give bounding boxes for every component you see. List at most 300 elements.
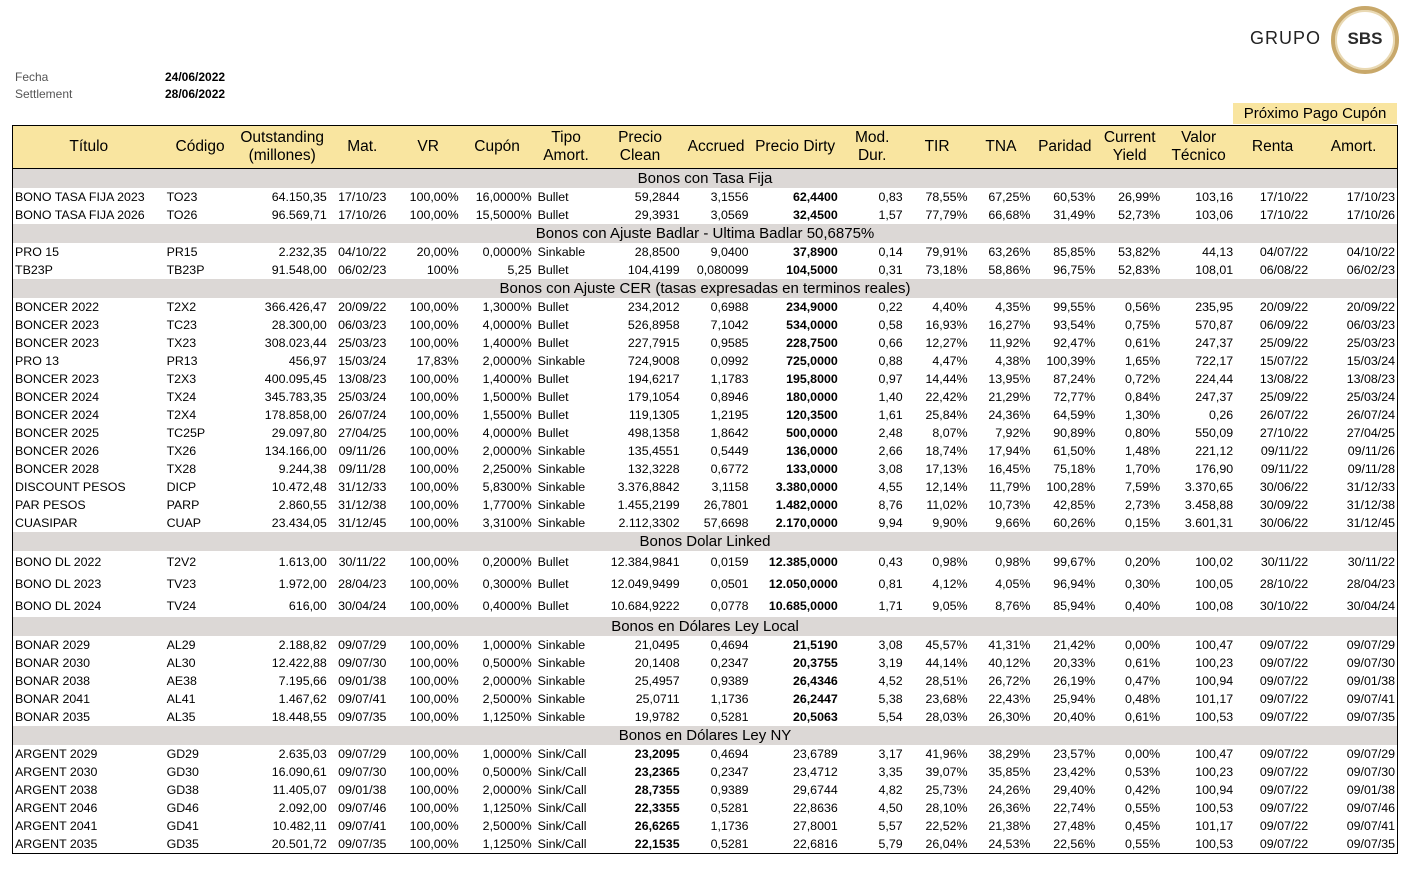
cell-accrued: 26,7801: [703, 498, 749, 512]
table-row: [13, 496, 1398, 514]
cell-codigo: TV24: [166, 599, 197, 613]
cell-tipo-amort: Bullet: [537, 318, 569, 332]
cell-cupon: 1,0000%: [482, 638, 532, 652]
cell-vr: 100,00%: [409, 577, 459, 591]
cell-tna: 67,25%: [988, 190, 1031, 204]
cell-cupon: 0,2000%: [482, 555, 532, 569]
cell-titulo: ARGENT 2038: [15, 783, 98, 797]
cell-paridad: 20,33%: [1053, 656, 1096, 670]
cell-precio-clean: 59,2844: [634, 190, 680, 204]
cell-codigo: TV23: [166, 577, 197, 591]
cell-tna: 24,53%: [970, 835, 1033, 854]
cell-cupon: 3,3100%: [482, 516, 532, 530]
cell-paridad: 96,94%: [1053, 577, 1096, 591]
cell-mat: 31/12/45: [338, 516, 387, 530]
cell-paridad: 20,40%: [1053, 710, 1096, 724]
cell-current-yield: 1,48%: [1124, 444, 1161, 458]
cell-cupon: 16,0000%: [475, 190, 532, 204]
cell-vr: 100,00%: [396, 835, 461, 854]
cell-accrued: 0,5281: [710, 710, 749, 724]
cell-current-yield: 0,40%: [1124, 599, 1161, 613]
cell-precio-clean: 26,6265: [634, 819, 680, 833]
cell-tna: 4,05%: [995, 577, 1031, 591]
cell-tipo-amort: Sinkable: [537, 692, 586, 706]
cell-tna: 66,68%: [988, 208, 1031, 222]
cell-codigo: T2V2: [166, 555, 197, 569]
cell-tipo-amort: Bullet: [537, 190, 569, 204]
cell-codigo: TX26: [166, 444, 197, 458]
cell-outstanding: 11.405,07: [272, 783, 327, 797]
cell-tir: 8,07%: [932, 426, 968, 440]
header-renta: Renta: [1235, 126, 1310, 169]
cell-mod-dur: 1,40: [878, 390, 903, 404]
cell-mat: 09/11/26: [338, 444, 386, 458]
cell-accrued: 0,2347: [710, 656, 749, 670]
cell-precio-dirty: 10.685,0000: [768, 599, 838, 613]
cell-precio-clean: 104,4199: [627, 263, 680, 277]
cell-cupon: 1,1250%: [461, 835, 534, 854]
cell-mod-dur: 4,82: [878, 783, 903, 797]
cell-amort: 09/01/38: [1346, 783, 1395, 797]
cell-cupon: 2,2500%: [482, 462, 532, 476]
cell-cupon: 4,0000%: [482, 426, 532, 440]
cell-amort: 25/03/24: [1346, 390, 1395, 404]
cell-vr: 100%: [426, 263, 459, 277]
cell-tna: 24,36%: [988, 408, 1031, 422]
cell-paridad: 29,40%: [1053, 783, 1096, 797]
cell-mat: 26/07/24: [338, 408, 387, 422]
logo-circle: [1331, 6, 1399, 74]
cell-paridad: 21,42%: [1053, 638, 1096, 652]
cell-valor-tecnico: 235,95: [1195, 300, 1234, 314]
cell-mod-dur: 0,97: [878, 372, 903, 386]
cell-valor-tecnico: 44,13: [1202, 245, 1234, 259]
cell-mod-dur: 3,35: [878, 765, 903, 779]
cell-tir: 25,73%: [925, 783, 968, 797]
cell-precio-dirty: 725,0000: [786, 354, 838, 368]
cell-paridad: 27,48%: [1053, 819, 1096, 833]
cell-paridad: 26,19%: [1053, 674, 1096, 688]
cell-paridad: 93,54%: [1053, 318, 1096, 332]
cell-vr: 100,00%: [409, 783, 459, 797]
cell-accrued: 1,2195: [710, 408, 749, 422]
cell-tipo-amort: Sinkable: [537, 444, 586, 458]
cell-current-yield: 0,20%: [1124, 555, 1161, 569]
cell-amort: 13/08/23: [1346, 372, 1395, 386]
cell-precio-dirty: 120,3500: [786, 408, 838, 422]
cell-renta: 30/06/22: [1259, 480, 1309, 494]
table-row: [13, 370, 1398, 388]
cell-mat: 28/04/23: [338, 577, 387, 591]
cell-mat: 09/07/41: [338, 692, 387, 706]
header-tir: TIR: [905, 126, 970, 169]
cell-amort: 30/04/24: [1346, 599, 1395, 613]
cell-amort: 25/03/23: [1346, 336, 1395, 350]
cell-outstanding: 28.300,00: [271, 318, 327, 332]
cell-tipo-amort: Sink/Call: [537, 819, 587, 833]
cell-titulo: BONO TASA FIJA 2026: [15, 208, 145, 222]
cell-amort: 17/10/26: [1346, 208, 1395, 222]
header-mod-dur: Mod. Dur.: [840, 126, 905, 169]
cell-titulo: BONCER 2022: [15, 300, 100, 314]
cell-tipo-amort: Bullet: [537, 599, 569, 613]
cell-codigo: TX23: [166, 336, 197, 350]
cell-tipo-amort: Sinkable: [537, 354, 586, 368]
cell-current-yield: 0,00%: [1124, 638, 1161, 652]
cell-cupon: 4,0000%: [482, 318, 532, 332]
cell-tna: 21,38%: [988, 819, 1031, 833]
table-row: [13, 817, 1398, 835]
cell-precio-clean: 21,0495: [634, 638, 680, 652]
cell-precio-clean: 25,4957: [634, 674, 680, 688]
cell-renta: 09/07/22: [1259, 692, 1309, 706]
section-header-row: [13, 169, 1398, 189]
cell-paridad: 85,94%: [1053, 599, 1096, 613]
cell-precio-clean: 20,1408: [634, 656, 680, 670]
cell-valor-tecnico: 3.458,88: [1184, 498, 1234, 512]
cell-tna: 22,43%: [988, 692, 1031, 706]
cell-paridad: 61,50%: [1053, 444, 1096, 458]
cell-cupon: 0,4000%: [482, 599, 532, 613]
cell-amort: 27/04/25: [1346, 426, 1395, 440]
cell-mod-dur: 1,71: [878, 599, 903, 613]
cell-tir: 44,14%: [925, 656, 968, 670]
header-valor-tecnico: Valor Técnico: [1162, 126, 1235, 169]
cell-codigo: DICP: [166, 480, 197, 494]
cell-tipo-amort: Bullet: [537, 372, 569, 386]
cell-precio-dirty: 23,4712: [792, 765, 838, 779]
cell-titulo: TB23P: [15, 263, 53, 277]
cell-titulo: BONCER 2023: [15, 336, 100, 350]
cell-tna: 16,45%: [988, 462, 1031, 476]
cell-mod-dur: 2,48: [878, 426, 903, 440]
cell-current-yield: 0,80%: [1124, 426, 1161, 440]
cell-codigo: GD29: [166, 747, 199, 761]
cell-tna: 41,31%: [988, 638, 1031, 652]
cell-tna: 63,26%: [988, 245, 1031, 259]
cell-paridad: 42,85%: [1053, 498, 1096, 512]
cell-cupon: 0,5000%: [482, 656, 532, 670]
table-row: [13, 763, 1398, 781]
cell-paridad: 23,57%: [1053, 747, 1096, 761]
cell-precio-dirty: 62,4400: [792, 190, 838, 204]
cell-accrued: 0,9389: [710, 674, 749, 688]
cell-titulo: PRO 13: [15, 354, 60, 368]
cell-renta: 09/07/22: [1259, 656, 1309, 670]
cell-vr: 100,00%: [409, 765, 459, 779]
table-row: [13, 442, 1398, 460]
cell-precio-dirty: 21,5190: [792, 638, 838, 652]
cell-precio-dirty: 3.380,0000: [775, 480, 838, 494]
cell-titulo: ARGENT 2035: [13, 835, 165, 854]
cell-renta: 09/07/22: [1259, 801, 1309, 815]
cell-renta: 09/07/22: [1259, 638, 1309, 652]
section-title: Bonos con Tasa Fija: [13, 169, 1398, 189]
cell-mod-dur: 3,08: [878, 462, 903, 476]
header-cupon: Cupón: [461, 126, 534, 169]
cell-amort: 31/12/33: [1346, 480, 1395, 494]
cell-accrued: 0,5449: [710, 444, 749, 458]
cell-amort: 17/10/23: [1346, 190, 1395, 204]
section-header-row: [13, 617, 1398, 636]
cell-codigo: GD38: [166, 783, 199, 797]
cell-renta: 09/07/22: [1259, 783, 1309, 797]
table-row: [13, 243, 1398, 261]
cell-titulo: PAR PESOS: [15, 498, 86, 512]
cell-outstanding: 1.972,00: [278, 577, 327, 591]
cell-valor-tecnico: 100,53: [1195, 710, 1234, 724]
cell-tipo-amort: Sinkable: [537, 498, 586, 512]
cell-outstanding: 16.090,61: [271, 765, 327, 779]
cell-tna: 17,94%: [988, 444, 1031, 458]
cell-cupon: 2,0000%: [482, 783, 532, 797]
cell-outstanding: 23.434,05: [271, 516, 327, 530]
cell-codigo: AL35: [166, 710, 196, 724]
cell-tna: 40,12%: [988, 656, 1031, 670]
cell-titulo: BONCER 2028: [15, 462, 100, 476]
cell-valor-tecnico: 0,26: [1208, 408, 1234, 422]
cell-outstanding: 345.783,35: [264, 390, 327, 404]
cell-current-yield: 1,70%: [1124, 462, 1161, 476]
cell-accrued: 0,8946: [710, 390, 749, 404]
cell-tna: 16,27%: [988, 318, 1031, 332]
cell-valor-tecnico: 247,37: [1195, 390, 1234, 404]
cell-mod-dur: 3,08: [878, 638, 903, 652]
header-precio-clean: Precio Clean: [598, 126, 681, 169]
cell-tna: 13,95%: [988, 372, 1031, 386]
cell-cupon: 0,5000%: [482, 765, 532, 779]
cell-vr: 100,00%: [409, 599, 459, 613]
cell-mat: 09/07/29: [338, 747, 387, 761]
cell-vr: 100,00%: [409, 208, 459, 222]
cell-amort: 09/07/29: [1346, 638, 1395, 652]
cell-current-yield: 0,75%: [1124, 318, 1161, 332]
cell-tir: 4,47%: [932, 354, 968, 368]
header-vr: VR: [396, 126, 461, 169]
header-accrued: Accrued: [682, 126, 751, 169]
cell-valor-tecnico: 108,01: [1195, 263, 1234, 277]
cell-paridad: 31,49%: [1053, 208, 1096, 222]
table-row: [13, 188, 1398, 206]
cell-accrued: 3,1158: [711, 480, 749, 494]
cell-codigo: PARP: [166, 498, 200, 512]
cell-cupon: 1,3000%: [482, 300, 532, 314]
cell-accrued: 57,6698: [703, 516, 749, 530]
cell-mat: 09/11/28: [338, 462, 386, 476]
cell-outstanding: 2.188,82: [278, 638, 327, 652]
cell-tir: 45,57%: [925, 638, 968, 652]
cell-tipo-amort: Sink/Call: [537, 783, 587, 797]
cell-codigo: GD30: [166, 765, 199, 779]
cell-precio-clean: 3.376,8842: [617, 480, 680, 494]
cell-titulo: BONCER 2024: [15, 390, 100, 404]
cell-cupon: 5,8300%: [482, 480, 532, 494]
cell-current-yield: 52,83%: [1118, 263, 1161, 277]
cell-outstanding: 18.448,55: [271, 710, 327, 724]
cell-accrued: 1,1783: [710, 372, 749, 386]
cell-tir: 26,04%: [905, 835, 970, 854]
cell-outstanding: 1.613,00: [278, 555, 327, 569]
cell-tir: 9,05%: [932, 599, 968, 613]
cell-mat: 09/07/46: [338, 801, 387, 815]
cell-valor-tecnico: 100,53: [1162, 835, 1235, 854]
proximo-pago-cupon-label: Próximo Pago Cupón: [1233, 103, 1397, 124]
cell-accrued: 3,0569: [710, 208, 749, 222]
cell-current-yield: 0,00%: [1124, 747, 1161, 761]
cell-current-yield: 0,61%: [1124, 656, 1161, 670]
cell-valor-tecnico: 570,87: [1195, 318, 1234, 332]
table-row: [13, 672, 1398, 690]
cell-precio-dirty: 180,0000: [786, 390, 838, 404]
cell-tipo-amort: Sinkable: [537, 710, 586, 724]
table-row: [13, 654, 1398, 672]
cell-outstanding: 134.166,00: [264, 444, 327, 458]
cell-valor-tecnico: 722,17: [1195, 354, 1234, 368]
cell-renta: 09/07/22: [1259, 747, 1309, 761]
cell-accrued: 0,9585: [710, 336, 749, 350]
cell-current-yield: 0,84%: [1124, 390, 1161, 404]
cell-renta: 04/07/22: [1259, 245, 1309, 259]
cell-current-yield: 2,73%: [1124, 498, 1161, 512]
cell-titulo: BONO TASA FIJA 2023: [15, 190, 145, 204]
cell-precio-dirty: 37,8900: [792, 245, 838, 259]
cell-vr: 20,00%: [416, 245, 459, 259]
cell-vr: 100,00%: [409, 318, 459, 332]
cell-tir: 14,44%: [925, 372, 968, 386]
cell-accrued: 0,6772: [710, 462, 749, 476]
cell-vr: 100,00%: [409, 498, 459, 512]
cell-amort: 09/07/41: [1346, 692, 1395, 706]
cell-titulo: PRO 15: [15, 245, 60, 259]
cell-vr: 100,00%: [409, 710, 459, 724]
cell-tipo-amort: Sinkable: [537, 638, 586, 652]
cell-current-yield: 0,55%: [1124, 801, 1161, 815]
cell-accrued: 0,5281: [682, 835, 751, 854]
cell-tna: 7,92%: [995, 426, 1031, 440]
cell-valor-tecnico: 100,94: [1195, 674, 1234, 688]
cell-amort: 09/07/35: [1310, 835, 1397, 854]
cell-outstanding: 2.635,03: [278, 747, 327, 761]
cell-mod-dur: 5,57: [878, 819, 903, 833]
cell-mat: 27/04/25: [338, 426, 387, 440]
cell-codigo: TO26: [166, 208, 198, 222]
cell-titulo: BONAR 2035: [15, 710, 91, 724]
cell-tipo-amort: Bullet: [537, 555, 569, 569]
cell-codigo: T2X2: [166, 300, 197, 314]
cell-amort: 09/07/35: [1346, 710, 1395, 724]
cell-outstanding: 96.569,71: [271, 208, 327, 222]
cell-valor-tecnico: 100,05: [1195, 577, 1234, 591]
cell-current-yield: 0,61%: [1124, 710, 1161, 724]
cell-renta: 25/09/22: [1259, 336, 1309, 350]
cell-vr: 100,00%: [409, 674, 459, 688]
cell-precio-clean: 194,6217: [627, 372, 680, 386]
cell-current-yield: 1,65%: [1124, 354, 1161, 368]
cell-titulo: ARGENT 2041: [15, 819, 98, 833]
cell-mat: 20/09/22: [338, 300, 387, 314]
cell-mod-dur: 8,76: [878, 498, 903, 512]
header-amort: Amort.: [1310, 126, 1397, 169]
cell-mat: 09/07/35: [338, 710, 387, 724]
cell-paridad: 75,18%: [1053, 462, 1096, 476]
table-row: [13, 406, 1398, 424]
cell-vr: 100,00%: [409, 336, 459, 350]
cell-valor-tecnico: 103,16: [1195, 190, 1234, 204]
cell-vr: 100,00%: [409, 656, 459, 670]
cell-outstanding: 64.150,35: [271, 190, 327, 204]
cell-amort: 09/07/41: [1346, 819, 1395, 833]
cell-cupon: 0,3000%: [482, 577, 532, 591]
cell-mat: 31/12/33: [338, 480, 387, 494]
header-precio-dirty: Precio Dirty: [751, 126, 840, 169]
cell-precio-dirty: 2.170,0000: [775, 516, 838, 530]
cell-outstanding: 29.097,80: [271, 426, 327, 440]
cell-paridad: 22,74%: [1053, 801, 1096, 815]
cell-paridad: 96,75%: [1053, 263, 1096, 277]
cell-accrued: 1,8642: [710, 426, 749, 440]
bonds-table: [12, 125, 1398, 854]
cell-tna: 11,79%: [989, 480, 1031, 494]
cell-mod-dur: 5,54: [878, 710, 903, 724]
table-row: [13, 799, 1398, 817]
cell-renta: 09/11/22: [1260, 444, 1309, 458]
cell-titulo: ARGENT 2030: [15, 765, 98, 779]
cell-tna: 26,72%: [988, 674, 1031, 688]
cell-precio-clean: 28,7355: [634, 783, 680, 797]
cell-tipo-amort: Sink/Call: [537, 747, 587, 761]
cell-tir: 12,14%: [925, 480, 968, 494]
cell-outstanding: 1.467,62: [278, 692, 327, 706]
table-row: [13, 781, 1398, 799]
cell-titulo: BONCER 2025: [15, 426, 100, 440]
cell-renta: 13/08/22: [1259, 372, 1309, 386]
cell-tir: 79,91%: [925, 245, 968, 259]
cell-tipo-amort: Bullet: [537, 208, 569, 222]
fecha-value: 24/06/2022: [165, 70, 226, 84]
cell-accrued: 1,1736: [710, 692, 749, 706]
cell-paridad: 64,59%: [1053, 408, 1096, 422]
cell-tipo-amort: Sink/Call: [537, 765, 587, 779]
cell-cupon: 1,5500%: [482, 408, 532, 422]
cell-tipo-amort: Bullet: [537, 300, 569, 314]
cell-current-yield: 0,55%: [1097, 835, 1162, 854]
cell-accrued: 0,4694: [710, 747, 749, 761]
cell-paridad: 85,85%: [1053, 245, 1096, 259]
cell-current-yield: 7,59%: [1124, 480, 1161, 494]
cell-vr: 100,00%: [409, 692, 459, 706]
cell-precio-dirty: 500,0000: [786, 426, 838, 440]
cell-tna: 26,30%: [988, 710, 1031, 724]
cell-outstanding: 400.095,45: [264, 372, 327, 386]
table-row: [13, 388, 1398, 406]
cell-tna: 10,73%: [988, 498, 1031, 512]
cell-tir: 4,40%: [932, 300, 968, 314]
table-row: [13, 424, 1398, 442]
cell-amort: 09/01/38: [1346, 674, 1395, 688]
cell-tir: 28,03%: [925, 710, 968, 724]
cell-precio-clean: 22,1535: [598, 835, 681, 854]
cell-tna: 38,29%: [988, 747, 1031, 761]
header-outstanding: Outstanding (millones): [236, 126, 329, 169]
cell-mat: 17/10/23: [338, 190, 387, 204]
cell-mat: 06/02/23: [338, 263, 387, 277]
cell-mat: 09/07/29: [338, 638, 387, 652]
table-row: [13, 261, 1398, 279]
cell-precio-dirty: 20,3755: [792, 656, 838, 670]
header-paridad: Paridad: [1032, 126, 1097, 169]
cell-precio-clean: 23,2095: [634, 747, 680, 761]
cell-renta: 30/06/22: [1259, 516, 1309, 530]
